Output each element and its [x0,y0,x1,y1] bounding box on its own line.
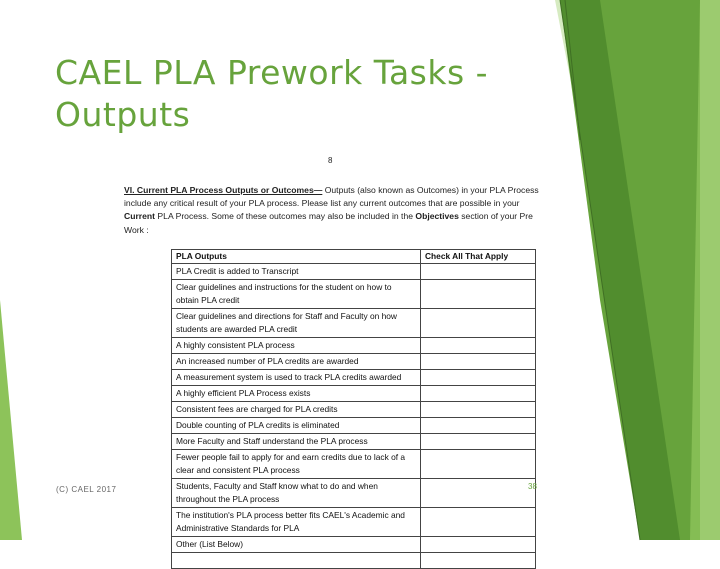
output-label: An increased number of PLA credits are awarded [172,354,421,370]
table-header-row [172,250,536,264]
table-row [172,553,536,569]
check-cell[interactable] [421,370,536,386]
table-row [172,386,536,402]
check-cell[interactable] [421,508,536,537]
slide-number: 38 [528,482,537,491]
intro-text-3: section of your Pre Work : [124,211,533,235]
table-row [172,508,536,537]
intro-text-1: Outputs (also known as Outcomes) in your PLA Process include any critical result of your PLA process. Please list any current outcomes that are possible in your [124,185,539,209]
document-page-number: 8 [328,156,333,165]
check-cell[interactable] [421,386,536,402]
table-row [172,450,536,479]
output-label: A highly consistent PLA process [172,338,421,354]
document-image [118,152,548,549]
output-label: A highly efficient PLA Process exists [172,386,421,402]
table-row [172,537,536,553]
check-cell[interactable] [421,553,536,569]
header-check-all: Check All That Apply [421,250,536,264]
slide-title: CAEL PLA Prework Tasks - Outputs [55,53,489,134]
output-label: Consistent fees are charged for PLA credits [172,402,421,418]
table-row [172,434,536,450]
output-label: A measurement system is used to track PLA credits awarded [172,370,421,386]
check-cell[interactable] [421,338,536,354]
check-cell[interactable] [421,479,536,508]
output-label: Double counting of PLA credits is eliminated [172,418,421,434]
footer-copyright: (C) CAEL 2017 [56,485,117,494]
check-cell[interactable] [421,280,536,309]
check-cell[interactable] [421,537,536,553]
table-row [172,479,536,508]
check-cell[interactable] [421,402,536,418]
table-row [172,264,536,280]
check-cell[interactable] [421,418,536,434]
header-pla-outputs: PLA Outputs [172,250,421,264]
intro-text-2: PLA Process. Some of these outcomes may also be included in the [155,211,416,222]
pla-outputs-table [171,249,536,569]
table-row [172,280,536,309]
check-cell[interactable] [421,354,536,370]
output-label: The institution's PLA process better fits CAEL's Academic and Administrative Standards for PLA [172,508,421,537]
check-cell[interactable] [421,434,536,450]
check-cell[interactable] [421,264,536,280]
output-label: Other (List Below) [172,537,421,553]
table-row [172,309,536,338]
left-green-wedge [0,300,22,540]
output-label: PLA Credit is added to Transcript [172,264,421,280]
output-label: Clear guidelines and directions for Staff and Faculty on how students are awarded PLA credit [172,309,421,338]
table-row [172,402,536,418]
section-heading: VI. Current PLA Process Outputs or Outcomes— [124,185,323,195]
table-row [172,418,536,434]
check-cell[interactable] [421,309,536,338]
table-row [172,354,536,370]
table-row [172,370,536,386]
intro-bold-current: Current [124,211,156,222]
check-cell[interactable] [421,450,536,479]
table-body [172,264,536,569]
output-label [172,553,421,569]
output-label: Fewer people fail to apply for and earn credits due to lack of a clear and consistent PLA process [172,450,421,479]
table-row [172,338,536,354]
output-label: Clear guidelines and instructions for the student on how to obtain PLA credit [172,280,421,309]
intro-bold-objectives: Objectives [415,211,459,222]
output-label: Students, Faculty and Staff know what to do and when throughout the PLA process [172,479,421,508]
document-intro [124,184,544,237]
output-label: More Faculty and Staff understand the PLA process [172,434,421,450]
